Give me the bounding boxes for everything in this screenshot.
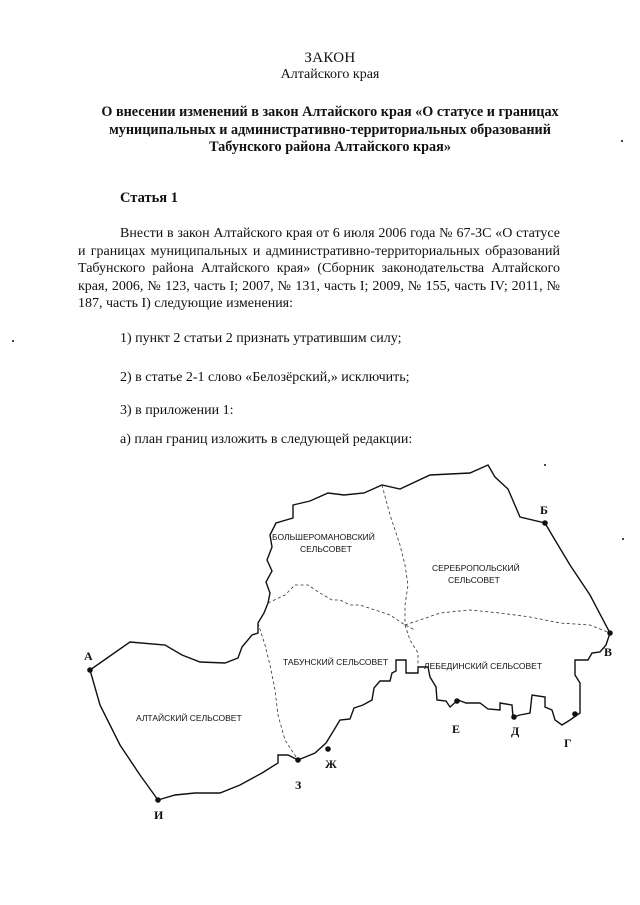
- point-d-marker: [511, 714, 517, 720]
- point-zh-marker: [325, 746, 331, 752]
- district-label-bolsheromanovsky-2: СЕЛЬСОВЕТ: [300, 544, 352, 554]
- boundary-map: [0, 455, 640, 855]
- point-zh-label: Ж: [325, 757, 337, 771]
- amendment-item-2: 2) в статье 2-1 слово «Белозёрский,» исключить;: [120, 370, 410, 385]
- law-subject-line-1: О внесении изменений в закон Алтайского края «О статусе и границах: [101, 104, 559, 120]
- law-title: ЗАКОН: [304, 50, 356, 66]
- scan-speck: [12, 340, 14, 342]
- district-label-bolsheromanovsky-1: БОЛЬШЕРОМАНОВСКИЙ: [272, 532, 375, 542]
- district-label-lebedinsky: ЛЕБЕДИНСКИЙ СЕЛЬСОВЕТ: [424, 661, 543, 671]
- boundary-tabunsky-lebedinsky: [405, 625, 418, 667]
- point-g-label: Г: [564, 736, 572, 750]
- law-subject: [60, 104, 600, 157]
- point-d-label: Д: [511, 724, 520, 738]
- point-b-marker: [542, 520, 548, 526]
- point-z-label: З: [295, 778, 302, 792]
- point-e-marker: [454, 698, 460, 704]
- point-i-label: И: [154, 808, 164, 822]
- boundary-bolsheromanovsky-tabunsky: [268, 585, 415, 630]
- amendment-item-1: 1) пункт 2 статьи 2 признать утратившим силу;: [120, 331, 402, 346]
- point-z-marker: [295, 757, 301, 763]
- boundary-bolsheromanovsky-serebropolsky: [382, 485, 408, 625]
- point-i-marker: [155, 797, 161, 803]
- scan-speck: [622, 538, 624, 540]
- point-a-label: А: [84, 649, 93, 663]
- amendment-item-3: 3) в приложении 1:: [120, 403, 234, 418]
- article-paragraph: Внести в закон Алтайского края от 6 июля 2006 года № 67-ЗС «О статусе и границах муниципальных и административно-территориальных образований Табунского района Алтайского края» (Сборник законодательства Алтайского края, 2006, № 123, часть I; 2007, № 131, часть I; 2009, № 155, часть IV; 2011, № 187, часть I) следующие изменения:: [78, 226, 560, 311]
- district-label-serebropolsky-1: СЕРЕБРОПОЛЬСКИЙ: [432, 563, 520, 573]
- article-heading: Статья 1: [120, 190, 178, 206]
- point-v-label: В: [604, 645, 613, 659]
- law-subject-line-3: Табунского района Алтайского края»: [209, 139, 451, 155]
- law-region: Алтайского края: [280, 67, 380, 82]
- law-subject-line-2: муниципальных и административно-территориальных образований: [109, 121, 551, 138]
- scan-speck: [621, 140, 623, 142]
- boundary-altaisky-tabunsky: [258, 623, 298, 760]
- district-label-tabunsky: ТАБУНСКИЙ СЕЛЬСОВЕТ: [283, 657, 389, 667]
- outer-boundary: [90, 465, 613, 800]
- amendment-item-a: а) план границ изложить в следующей редакции:: [120, 432, 413, 447]
- point-v-marker: [607, 630, 613, 636]
- boundary-serebropolsky-lebedinsky: [405, 610, 610, 633]
- point-a-marker: [87, 667, 93, 673]
- scan-speck: [544, 464, 546, 466]
- point-g-marker: [572, 711, 578, 717]
- point-b-label: Б: [540, 503, 548, 517]
- point-e-label: Е: [452, 722, 461, 736]
- district-label-altaisky: АЛТАЙСКИЙ СЕЛЬСОВЕТ: [136, 713, 242, 723]
- district-label-serebropolsky-2: СЕЛЬСОВЕТ: [448, 575, 500, 585]
